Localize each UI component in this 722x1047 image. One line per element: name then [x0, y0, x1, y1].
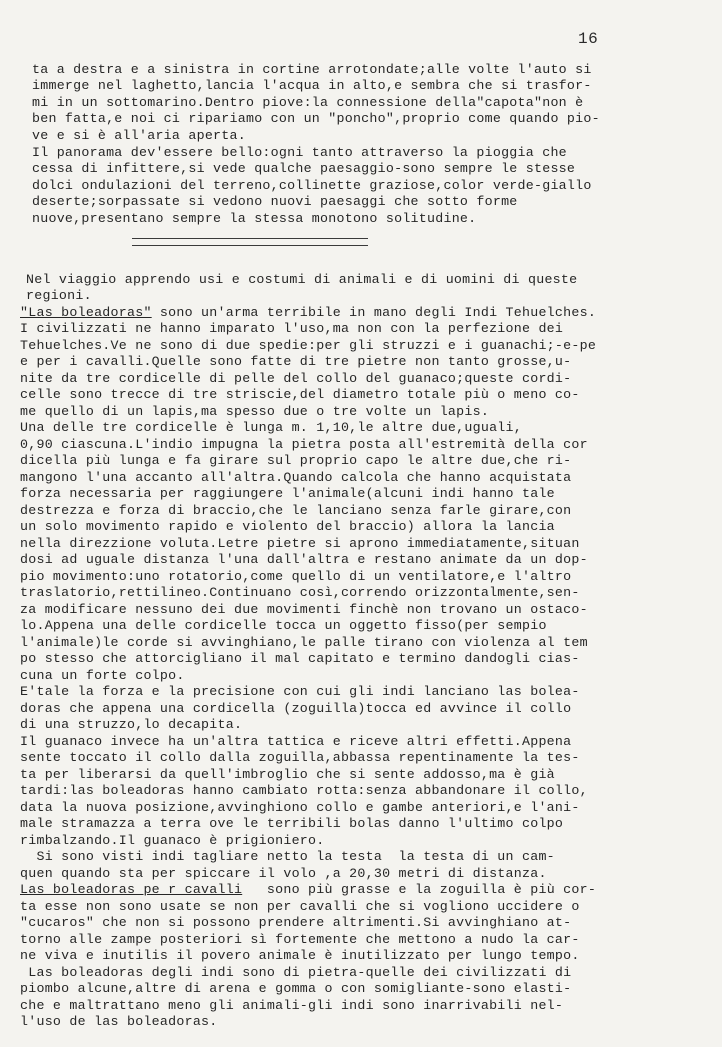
text-line: Nel viaggio apprendo usi e costumi di animali e di uomini di queste — [26, 272, 578, 287]
text-line: doras che appena una cordicella (zoguilla)tocca ed avvince il collo — [20, 701, 572, 716]
text-line: 0,90 ciascuna.L'indio impugna la pietra posta all'estremità della cor — [20, 437, 588, 452]
text-line: un solo movimento rapido e violento del braccio) allora la lancia — [20, 519, 555, 534]
text-line: torno alle zampe posteriori sì fortemente che mettono a nudo la car- — [20, 932, 580, 947]
text-line: Il panorama dev'essere bello:ogni tanto attraverso la pioggia che — [32, 145, 567, 160]
text-line: Si sono visti indi tagliare netto la testa la testa di un cam- — [20, 849, 555, 864]
text-line: I civilizzati ne hanno imparato l'uso,ma non con la perfezione dei — [20, 321, 564, 336]
text-line: lo.Appena una delle cordicelle tocca un oggetto fisso(per sempio — [20, 618, 547, 633]
text-line: Las boleadoras pe r cavalli sono più grasse e la zoguilla è più cor- — [20, 882, 597, 897]
text-line: sente toccato il collo dalla zoguilla,abbassa repentinamente la tes- — [20, 750, 580, 765]
text-line: celle sono trecce di tre striscie,del diametro totale più o meno co- — [20, 387, 580, 402]
text-line: ta a destra e a sinistra in cortine arrotondate;alle volte l'auto si — [32, 62, 592, 77]
page-number: 16 — [578, 30, 599, 48]
text-line: forza necessaria per raggiungere l'animale(alcuni indi hanno tale — [20, 486, 555, 501]
boleadoras-heading: "Las boleadoras" — [20, 305, 152, 320]
text-line: dosi ad uguale distanza l'una dall'altra e restano animate da un dop- — [20, 552, 588, 567]
text-line: e per i cavalli.Quelle sono fatte di tre pietre non tanto grosse,u- — [20, 354, 572, 369]
text-line: dicella più lunga e fa girare sul proprio capo le altre due,che ri- — [20, 453, 572, 468]
text-line: male stramazza a terra ove le terribili bolas danno l'ultimo colpo — [20, 816, 564, 831]
text-line: che e maltrattano meno gli animali-gli indi sono inarrivabili nel- — [20, 998, 564, 1013]
text-line: nella direzzione voluta.Letre pietre si aprono immediatamente,situan — [20, 536, 580, 551]
text-line: ta esse non sono usate se non per cavalli che si vogliono uccidere o — [20, 899, 580, 914]
text-line: data la nuova posizione,avvinghiono collo e gambe anteriori,e l'ani- — [20, 800, 580, 815]
text-line: Il guanaco invece ha un'altra tattica e riceve altri effetti.Appena — [20, 734, 572, 749]
text-line: nuove,presentano sempre la stessa monotono solitudine. — [32, 211, 477, 226]
text-line: piombo alcune,altre di arena e gomma o con somigliante-sono elasti- — [20, 981, 572, 996]
text-line: pio movimento:uno rotatorio,come quello di un ventilatore,e l'altro — [20, 569, 572, 584]
text-line: l'uso de las boleadoras. — [20, 1014, 218, 1029]
text-line: E'tale la forza e la precisione con cui gli indi lanciano las bolea- — [20, 684, 580, 699]
text-line: ta per liberarsi da quell'imbroglio che si sente addosso,ma è già — [20, 767, 555, 782]
text-line: rimbalzando.Il guanaco è prigioniero. — [20, 833, 325, 848]
text-line: nite da tre cordicelle di pelle del collo del guanaco;queste cordi- — [20, 371, 572, 386]
text-line: Tehuelches.Ve ne sono di due spedie:per gli struzzi e i guanachi;-e-pe — [20, 338, 597, 353]
text-line: cessa di infittere,si vede qualche paesaggio-sono sempre le stesse — [32, 161, 576, 176]
text-line: l'animale)le corde si avvinghiano,le palle tirano con violenza al tem — [20, 635, 588, 650]
text-line: "Las boleadoras" sono un'arma terribile in mano degli Indi Tehuelches. — [20, 305, 597, 320]
text-line: po stesso che attorcigliano il mal capitato e termino dandogli cias- — [20, 651, 580, 666]
horse-boleadoras-heading: Las boleadoras pe r cavalli — [20, 882, 243, 897]
text-line: cuna un forte colpo. — [20, 668, 185, 683]
text-line: Las boleadoras degli indi sono di pietra-quelle dei civilizzati di — [20, 965, 572, 980]
text-line: dolci ondulazioni del terreno,collinette graziose,color verde-giallo — [32, 178, 592, 193]
section-divider — [132, 238, 368, 246]
text-line: mangono l'una accanto all'altra.Quando calcola che hanno acquistata — [20, 470, 572, 485]
text-line: "cucaros" che non si possono prendere altrimenti.Si avvinghiano at- — [20, 915, 572, 930]
text-line: di una struzzo,lo decapita. — [20, 717, 243, 732]
text-line: deserte;sorpassate si vedono nuovi paesaggi che sotto forme — [32, 194, 518, 209]
text-line: immerge nel laghetto,lancia l'acqua in alto,e sembra che si trasfor- — [32, 78, 592, 93]
text-line: traslatorio,rettilineo.Continuano così,correndo orizzontalmente,sen- — [20, 585, 580, 600]
text-line: ben fatta,e noi ci ripariamo con un "poncho",proprio come quando pio- — [32, 111, 600, 126]
text-line: destrezza e forza di braccio,che le lanciano senza farle girare,con — [20, 503, 572, 518]
text-line: ve e si è all'aria aperta. — [32, 128, 246, 143]
text-line: ne viva e inutilis il povero animale è inutilizzato per lungo tempo. — [20, 948, 580, 963]
text-line: tardi:las boleadoras hanno cambiato rotta:senza abbandonare il collo, — [20, 783, 588, 798]
text-line: quen quando sta per spiccare il volo ,a 20,30 metri di distanza. — [20, 866, 547, 881]
text-line: regioni. — [26, 288, 92, 303]
text-line: za modificare nessuno dei due movimenti finchè non trovano un ostaco- — [20, 602, 588, 617]
text-line: me quello di un lapis,ma spesso due o tre volte un lapis. — [20, 404, 490, 419]
text-line: mi in un sottomarino.Dentro piove:la connessione della"capota"non è — [32, 95, 584, 110]
text-line: Una delle tre cordicelle è lunga m. 1,10,le altre due,uguali, — [20, 420, 522, 435]
